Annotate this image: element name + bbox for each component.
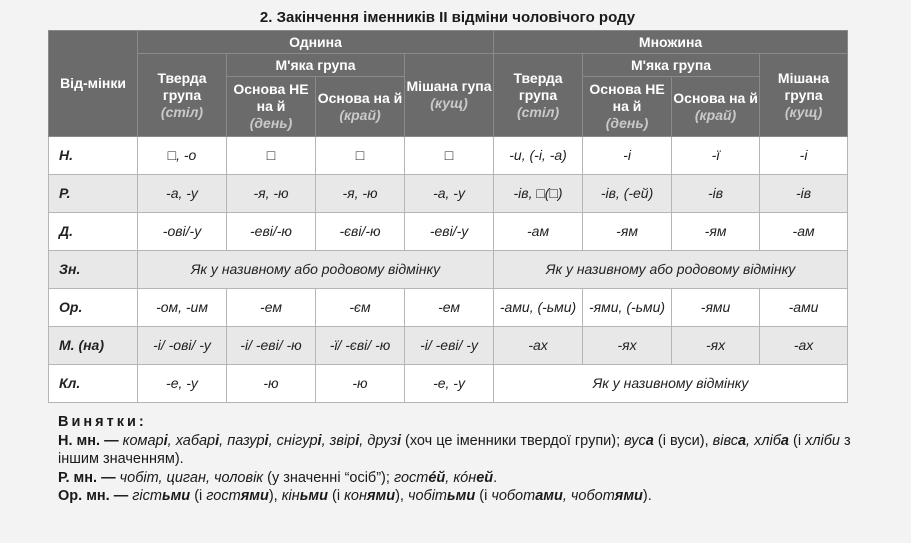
table-cell: □ (227, 137, 316, 175)
table-cell: -ів (760, 175, 848, 213)
table-cell: -я, -ю (227, 175, 316, 213)
case-label: Н. (49, 137, 138, 175)
table-cell: -ями (672, 289, 760, 327)
table-cell: -ах (760, 327, 848, 365)
table-cell: -ам (494, 213, 583, 251)
table-row (49, 327, 848, 365)
case-label: М. (на) (49, 327, 138, 365)
table-cell: -і/ -ові/ -у (138, 327, 227, 365)
header-singular: Однина (138, 31, 494, 54)
header-sg-hard: Тверда група (стіл) (138, 54, 227, 137)
header-sg-not-y: Основа НЕ на й (день) (227, 77, 316, 137)
header-pl-soft: М'яка група (583, 54, 760, 77)
case-label: Ор. (49, 289, 138, 327)
table-cell: -я, -ю (316, 175, 405, 213)
case-label: Зн. (49, 251, 138, 289)
note-instrumental-plural: Ор. мн. — гістьми (і гостями), кіньми (і конями), чобітьми (і чоботами, чоботями). (58, 488, 652, 504)
table-row (49, 137, 848, 175)
table-cell: -ю (227, 365, 316, 403)
table-cell: -ї/ -єві/ -ю (316, 327, 405, 365)
page-title: 2. Закінчення іменників II відміни чоловічого роду (259, 9, 636, 26)
table-cell: -єм (316, 289, 405, 327)
table-cell: -а, -у (138, 175, 227, 213)
table-cell: -ами (760, 289, 848, 327)
table-cell: -ями, (-ьми) (583, 289, 672, 327)
case-label: Д. (49, 213, 138, 251)
header-pl-hard: Тверда група (стіл) (494, 54, 583, 137)
table-cell: -ям (583, 213, 672, 251)
table-cell: □ (316, 137, 405, 175)
header-plural: Множина (494, 31, 848, 54)
case-label: Кл. (49, 365, 138, 403)
table-cell: -ем (227, 289, 316, 327)
table-cell: -ї (672, 137, 760, 175)
table-cell: -ові/-у (138, 213, 227, 251)
table-row (49, 365, 848, 403)
header-sg-mixed: Мішана гупа (кущ) (405, 54, 494, 137)
table-cell: -і/ -еві/ -ю (227, 327, 316, 365)
exceptions-heading: Винятки: (58, 414, 147, 430)
table-cell: -а, -у (405, 175, 494, 213)
table-cell: -еві/-ю (227, 213, 316, 251)
table-cell: -і/ -еві/ -у (405, 327, 494, 365)
table-cell: -ам (760, 213, 848, 251)
merged-cell-singular: Як у називному або родовому відмінку (138, 251, 494, 289)
exceptions-notes (58, 413, 888, 506)
note-nominative-plural: Н. мн. — комарі, хабарі, пазурі, снігурі, звірі, друзі (хоч це іменники твердої групи); вуса (і вуси), вівса, хліба (і хліби з іншим значенням). (58, 432, 851, 467)
table-cell: -ях (583, 327, 672, 365)
table-cell: -ю (316, 365, 405, 403)
table-cell: -ом, -им (138, 289, 227, 327)
table-cell: -ем (405, 289, 494, 327)
table-cell: -ів, □(□) (494, 175, 583, 213)
merged-cell-plural: Як у називному або родовому відмінку (494, 251, 848, 289)
table-cell: -єві/-ю (316, 213, 405, 251)
table-cell: -ях (672, 327, 760, 365)
header-pl-mixed: Мішана група (кущ) (760, 54, 848, 137)
table-cell: □, -о (138, 137, 227, 175)
table-cell: -е, -у (138, 365, 227, 403)
endings-table (48, 30, 848, 403)
table-cell: -ям (672, 213, 760, 251)
table-cell: -ами, (-ьми) (494, 289, 583, 327)
table-cell: -и, (-і, -а) (494, 137, 583, 175)
note-genitive-plural: Р. мн. — чобіт, циган, чоловік (у значенні “осіб”); гостéй, кóней. (58, 469, 498, 486)
header-pl-on-y: Основа на й (край) (672, 77, 760, 137)
table-row (49, 175, 848, 213)
header-cases: Від-мінки (49, 31, 138, 137)
table-row (49, 213, 848, 251)
table-cell: -ах (494, 327, 583, 365)
table-cell: -і (583, 137, 672, 175)
table-cell: -і (760, 137, 848, 175)
header-pl-not-y: Основа НЕ на й (день) (583, 77, 672, 137)
table-cell: -еві/-у (405, 213, 494, 251)
table-cell: -ів (672, 175, 760, 213)
table-cell: -е, -у (405, 365, 494, 403)
case-label: Р. (49, 175, 138, 213)
table-cell: -ів, (-ей) (583, 175, 672, 213)
header-sg-on-y: Основа на й (край) (316, 77, 405, 137)
table-row (49, 251, 848, 289)
table-row (49, 289, 848, 327)
table-cell: □ (405, 137, 494, 175)
header-sg-soft: М'яка група (227, 54, 405, 77)
merged-cell-plural: Як у називному відмінку (494, 365, 848, 403)
